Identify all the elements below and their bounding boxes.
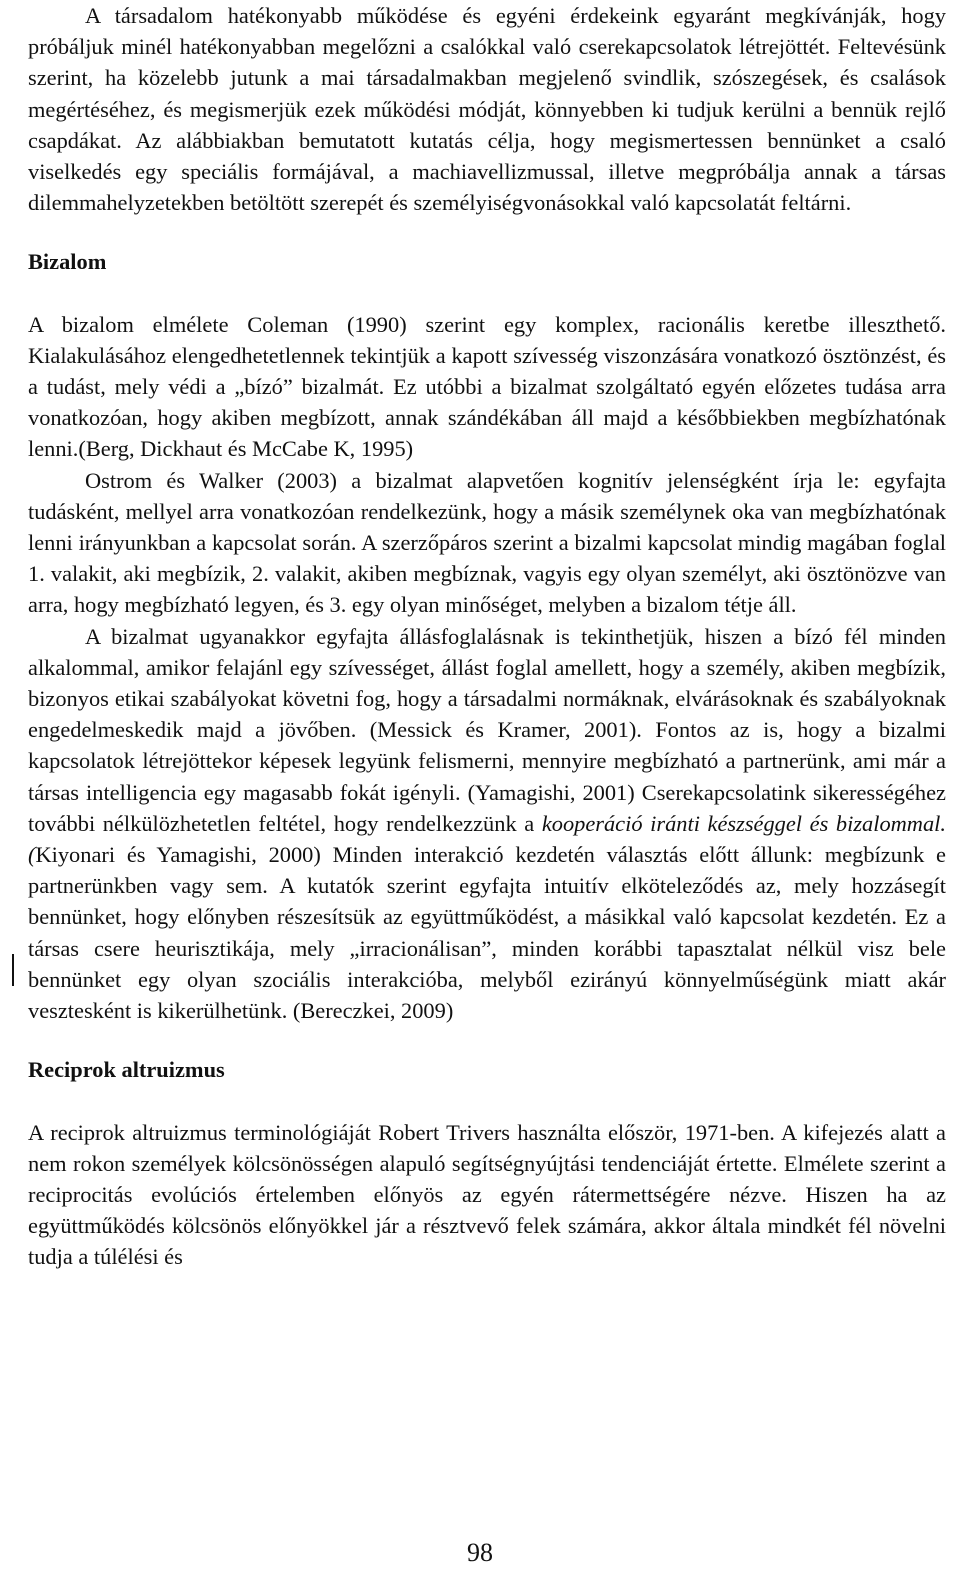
bizalom-paragraph-2: Ostrom és Walker (2003) a bizalmat alapvetően kognitív jelenségként írja le: egyfajta tudásként, mellyel arra vonatkozóan rendelkezünk, hogy a másik személynek oka van megbízhatónak lenni irányunkban a kapcsolat során. A szerzőpáros szerint a bizalmi kapcsolat mindig magában foglal 1. valakit, aki megbízik, 2. valakit, akiben megbíznak, vagyis egy olyan személyt, aki ösztönözve van arra, hogy megbízható legyen, és 3. egy olyan minőséget, melyben a bizalom tétje áll. — [28, 467, 946, 618]
bizalom-paragraph-3-part-1: A bizalmat ugyanakkor egyfajta állásfoglalásnak is tekinthetjük, hiszen a bízó fél minden alkalommal, amikor felajánl egy szívességet, állást foglal amellett, hogy a személy, akiben megbízik, bizonyos etikai szabályokat követni fog, hogy a társadalmi normáknak, elvárásoknak és szabályoknak engedelmeskedik majd a jövőben. (Messick és Kramer, 2001). Fontos az is, hogy a bizalmi kapcsolatok létrejöttekor képesek legyünk felismerni, mennyire megbízható a partnerünk, ami már a társas intelligencia egy magasabb fokát igényli. (Yamagishi, 2001) Cserekapcsolatink sikerességéhez további nélkülözhetetlen feltétel, hogy rendelkezzünk a — [28, 623, 946, 836]
bizalom-paragraph-3-part-2: Kiyonari és Yamagishi, 2000) Minden interakció kezdetén választás előtt állunk: megbízunk e partnerünkben vagy sem. A kutatók szerint egyfajta intuitív elköteleződés az, mely hozzásegít bennünket, hogy előnyben részesítsük az együttműködést, a másikkal való kapcsolat kezdetén. Ez a társas csere heurisztikája, mely „irracionálisan”, minden korábbi tapasztalat nélkül visz bele bennünket egy olyan szociális interakcióba, melyből ezirányú könnyelműségünk miatt akár vesztesként is kikerülhetünk. (Bereczkei, 2009) — [28, 842, 946, 1024]
revision-bar — [12, 954, 14, 986]
document-page — [28, 0, 946, 1273]
intro-paragraph: A társadalom hatékonyabb működése és egyéni érdekeink egyaránt megkívánják, hogy próbáljuk minél hatékonyabban megelőzni a csalókkal való cserekapcsolatok létrejöttét. Feltevésünk szerint, ha közelebb jutunk a mai társadalmakban megjelenő svindlik, szószegések, és csalások megértéséhez, és megismerjük ezek működési módját, könnyebben ki tudjuk kerülni a bennük rejlő csapdákat. Az alábbiakban bemutatott kutatás célja, hogy megismertessen bennünket a csaló viselkedés egy speciális formájával, a machiavellizmussal, illetve megpróbálja annak a társas dilemmahelyzetekben betöltött szerepét és személyiségvonásokkal való kapcsolatát feltárni. — [28, 3, 946, 216]
reciprok-paragraph: A reciprok altruizmus terminológiáját Robert Trivers használta először, 1971-ben. A kifejezés alatt a nem rokon személyek kölcsönösségen alapuló segítségnyújtási tendenciáját értette. Elmélete szerint a reciprocitás evolúciós értelemben előnyös az egyén rátermettségére nézve. Hiszen ha az együttműködés kölcsönös előnyökkel jár a résztvevő felek számára, akkor általa mindkét fél növelni tudja a túlélési és — [28, 1119, 946, 1270]
heading-reciprok-altruizmus: Reciprok altruizmus — [28, 1057, 225, 1083]
page-number: 98 — [467, 1538, 493, 1567]
bizalom-paragraph-1: A bizalom elmélete Coleman (1990) szerint egy komplex, racionális keretbe illeszthető. Kialakulásához elengedhetetlennek tekintjük a kapott szívesség viszonzására vonatkozó ösztönzést, és a tudást, mely védi a „bízó” bizalmát. Ez utóbbi a bizalmat szolgáltató egyén előzetes tudása arra vonatkozóan, hogy akiben megbízott, annak szándékában áll majd a későbbiekben megbízhatónak lenni.(Berg, Dickhaut és McCabe K, 1995) — [28, 311, 946, 462]
bizalom-paragraph-3 — [28, 621, 946, 1027]
heading-bizalom: Bizalom — [28, 249, 107, 275]
italic-phrase: kooperáció iránti készséggel és bizalommal. ( — [28, 810, 946, 868]
